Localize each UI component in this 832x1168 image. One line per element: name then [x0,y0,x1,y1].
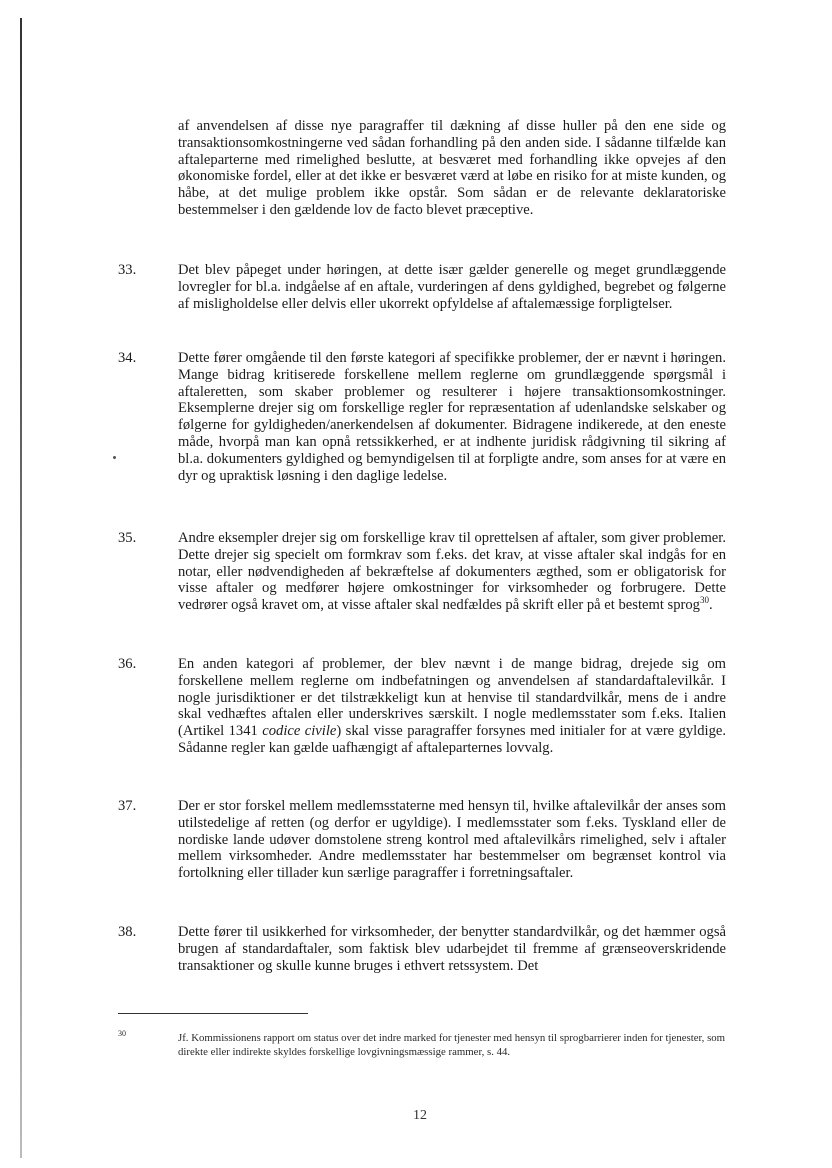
paragraph-33 [118,262,726,312]
footnote-text: Jf. Kommissionens rapport om status over det indre marked for tjenester med hensyn til sprogbarrierer inden for tjenester, som direkte eller indirekte skyldes forskellige lovgivningsmæssige rammer, s. 44. [178,1032,726,1058]
paragraph-number: 34. [118,350,137,366]
stray-ink-mark [113,456,116,459]
footnote-marker: 30 [118,1029,126,1038]
footnote-reference[interactable]: 30 [699,595,709,606]
paragraph-text: Der er stor forskel mellem medlemsstaterne med hensyn til, hvilke aftalevilkår der anses som utilstedelige af retten (og derfor er ugyldige). I medlemsstater som f.eks. Tyskland eller de nordiske lande udøver domstolene streng kontrol med aftalevilkårs rimelighed, selv i aftaler mellem virksomheder. Andre medlemsstater har bestemmelser om begrænset kontrol via fortolkning eller tillader kun særlige paragraffer i forretningsaftaler. [178,798,726,882]
paragraph-text-start: En anden kategori af problemer, der blev nævnt i de mange bidrag, drejede sig om forskellene mellem reglerne om indbefatningen og anvendelsen af standardaftalevilkår. I nogle jurisdiktioner er det tilstrækkeligt kun at henvise til standardvilkår, mens de i andre skal vedhæftes aftalen eller underskrives særskilt. I nogle medlemsstater som f.eks. Italien (Artikel 1341 [178,656,726,740]
page-number: 12 [413,1108,427,1123]
paragraph-text: Dette fører omgående til den første kategori af specifikke problemer, der er nævnt i høringen. Mange bidrag kritiserede forskellene mellem reglerne om grundlæggende spørgsmål i aftaleretten, som skaber problemer og resulterer i højere transaktionsomkostninger. Eksemplerne drejer sig om forskellige regler for repræsentation af udenlandske selskaber og følgerne for gyldigheden/anerkendelsen af dokumenter. Bidragene indikerede, at den eneste måde, hvorpå man kan opnå retssikkerhed, er at indhente juridisk rådgivning til sikring af bl.a. dokumenters gyldighed og bemyndigelsen til at forpligte andre, som anses for at være en dyr og upraktisk løsning i den daglige ledelse. [178,350,726,484]
paragraph-number: 36. [118,656,137,672]
paragraph-text [178,656,726,757]
paragraph-number: 37. [118,798,137,814]
paragraph-text-end: . [708,597,713,614]
italic-term: codice civile [262,723,337,740]
intro-paragraph: af anvendelsen af disse nye paragraffer til dækning af disse huller på den ene side og transaktionsomkostningerne ved sådan forhandling på den anden side. I sådanne tilfælde kan aftaleparterne med rimelighed beslutte, at besværet med forhandling ikke opvejes af den økonomiske fordel, eller at det ikke er besværet værd at løbe en risiko for at miste kunden, og håbe, at det mulige problem ikke opstår. Som sådan er de relevante deklaratoriske bestemmelser i den gældende lov de facto blevet præceptive. [178,118,726,218]
paragraph-35 [118,530,726,614]
footnote-30 [118,1031,726,1059]
paragraph-number: 33. [118,262,137,278]
paragraph-number: 38. [118,924,137,940]
paragraph-34 [118,350,726,484]
paragraph-36 [118,656,726,757]
paragraph-text: Dette fører til usikkerhed for virksomheder, der benytter standardvilkår, og det hæmmer også brugen af standardaftaler, som faktisk blev udarbejdet til fremme af grænseoverskridende transaktioner og skulle kunne bruges i ethvert retssystem. Det [178,924,726,974]
paragraph-text [178,530,726,614]
paragraph-37 [118,798,726,882]
paragraph-text-end: ) skal visse paragraffer forsynes med initialer for at være gyldige. Sådanne regler kan gælde uafhængigt af aftaleparternes lovvalg. [178,723,727,756]
footnote-divider [118,1013,308,1014]
paragraph-38 [118,924,726,974]
paragraph-text-main: Andre eksempler drejer sig om forskellige krav til oprettelsen af aftaler, som giver problemer. Dette drejer sig specielt om formkrav som f.eks. det krav, at visse aftaler skal indgås for en notar, eller nødvendigheden af bekræftelse af dokumenters ægthed, som er obligatorisk for visse aftaler og medfører højere omkostninger for virksomheder og forbrugere. Dette vedrører også kravet om, at visse aftaler skal nedfældes på skrift eller på et bestemt sprog [178,530,726,614]
paragraph-number: 35. [118,530,137,546]
paragraph-text: Det blev påpeget under høringen, at dette især gælder generelle og meget grundlæggende lovregler for bl.a. indgåelse af en aftale, vurderingen af dens gyldighed, begrebet og følgerne af misligholdelse eller delvis eller ukorrekt opfyldelse af aftalemæssige forpligtelser. [178,262,726,312]
